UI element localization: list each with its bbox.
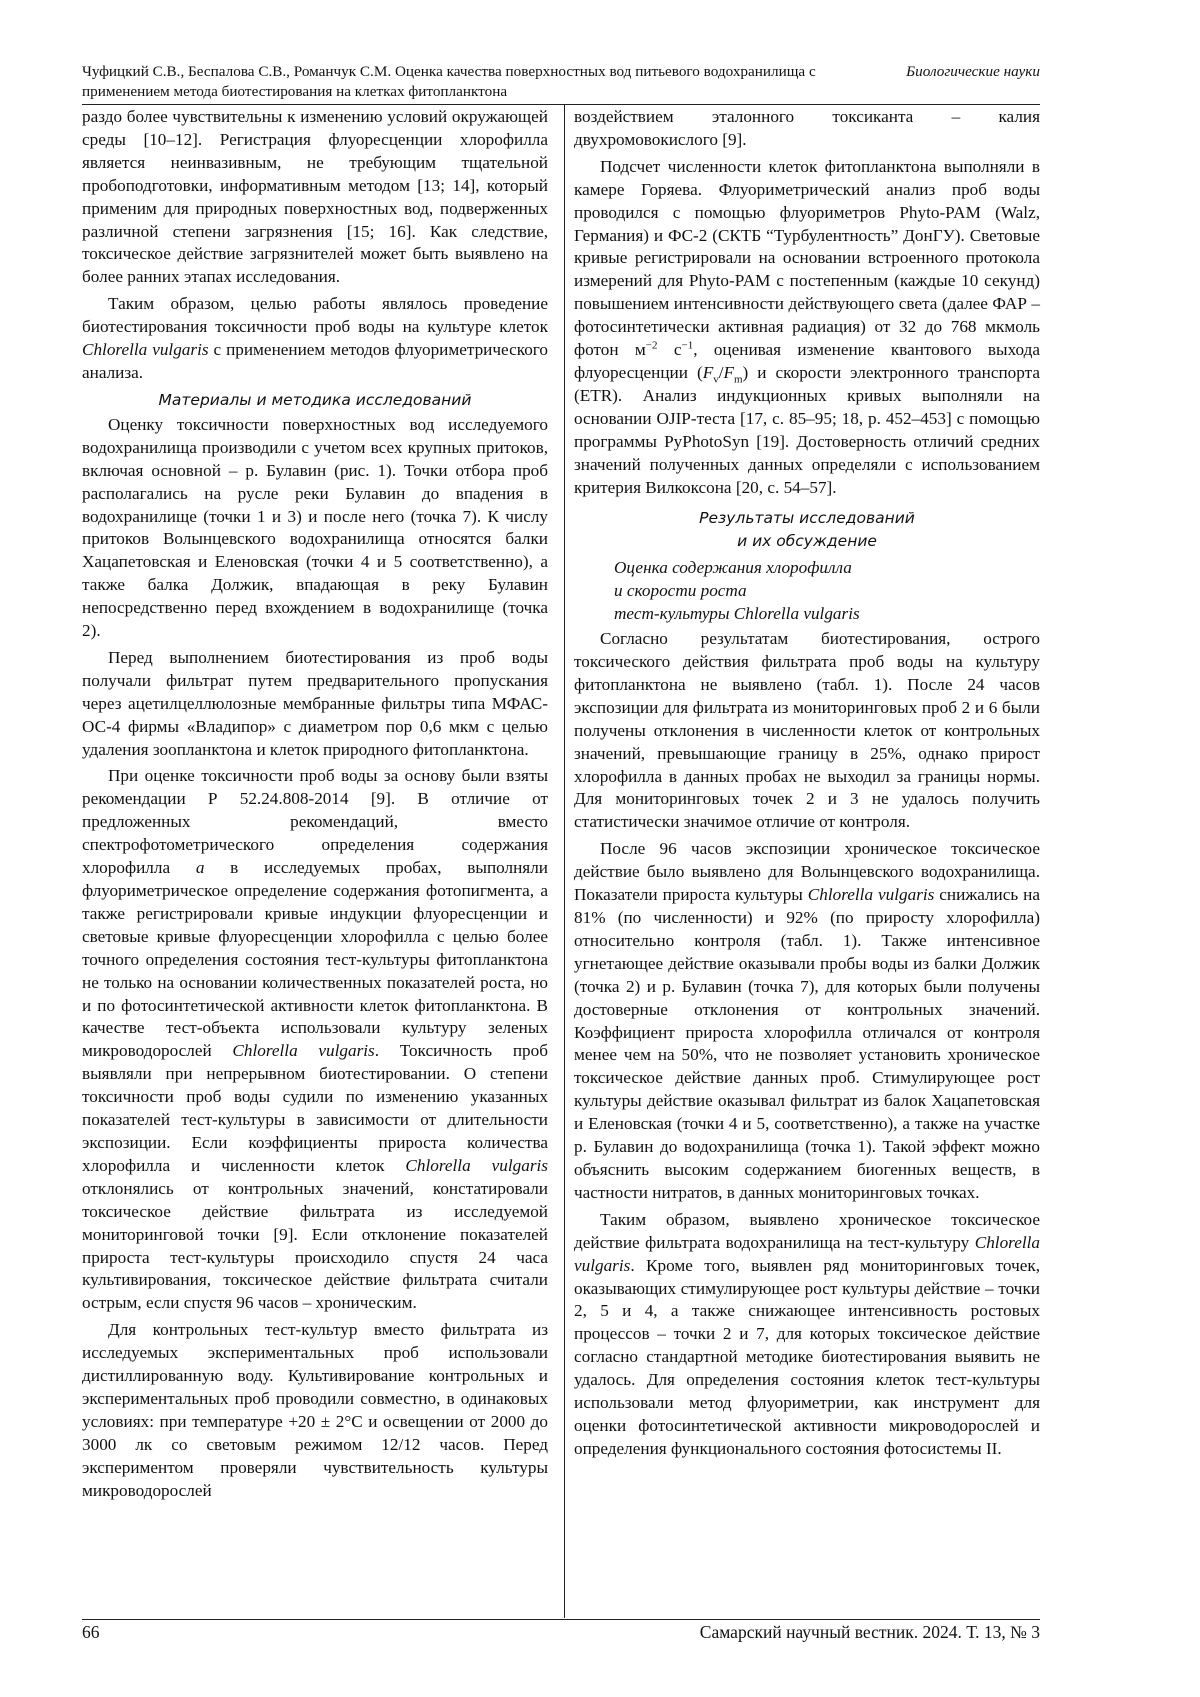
section-heading-methods: Материалы и методика исследований	[158, 390, 472, 409]
right-column	[574, 106, 1040, 1465]
paragraph: воздействием эталонного токсиканта – калия двухромовокислого [9].	[574, 107, 1040, 149]
column-divider	[564, 104, 565, 1618]
species-name: Chlorella vulgaris	[807, 885, 935, 905]
header-category: Биологические науки	[906, 63, 1040, 80]
paragraph: Перед выполнением биотестирования из проб воды получали фильтрат путем предварительного пропускания через ацетилцеллюлозные мембранные фильтры типа МФАС-ОС-4 фирмы «Владипор» с диаметром пор 0,6 мкм с целью удаления зоопланктона и клеток природного фитопланктона.	[82, 647, 548, 759]
paragraph: Таким образом, выявлено хроническое токсическое действие фильтрата водохранилища на тест-культуру Chlorella vulgaris. Кроме того, выявлен ряд мониторинговых точек, оказывающих стимулирующее рост культуры действие – точки 2, 5 и 4, а также снижающее интенсивность ростовых процессов – точки 2 и 7, для которых токсическое действие согласно стандартной методике биотестирования выявить не удалось. Для определения состояния клеток тест-культуры использовали метод флуориметрии, как инструмент для оценки фотосинтетической активности микроводорослей и определения функционального состояния фотосистемы II.	[574, 1209, 1040, 1458]
paragraph: После 96 часов экспозиции хроническое токсическое действие было выявлено для Волынцевского водохранилища. Показатели прироста культуры Chlorella vulgaris снижались на 81% (по численности) и 92% (по приросту хлорофилла) относительно контроля (табл. 1). Также интенсивное угнетающее действие оказывали пробы воды из балки Должик (точка 2) и р. Булавин (точка 7), для которых были получены достоверные отклонения от контрольных значений. Коэффициент прироста хлорофилла отличался от контроля менее чем на 50%, что не позволяет установить хроническое токсическое действие данных проб. Стимулирующее рост культуры действие оказывал фильтрат из балок Хацапетовская и Еленовская (точки 4 и 5, соответственно), а также на участке р. Булавин до водохранилища (точка 1). Такой эффект можно объяснить высоким содержанием биогенных веществ, в частности нитратов, в данных мониторинговых точках.	[574, 839, 1041, 1202]
paragraph: Таким образом, целью работы являлось проведение биотестирования токсичности проб воды на культуре клеток Chlorella vulgaris с применением методов флуориметрического анализа.	[82, 294, 548, 382]
species-name: Chlorella vulgaris	[405, 1155, 548, 1175]
paragraph: раздо более чувствительны к изменению условий окружающей среды [10–12]. Регистрация флуоресценции хлорофилла является неинвазивным, не требующим тщательной пробоподготовки, информативным методом [13; 14], который применим для природных поверхностных вод, подверженных различной степени загрязнения [15; 16]. Как следствие, токсическое действие загрязнителей может быть выявлено на более ранних этапах исследования.	[82, 107, 548, 287]
paragraph: При оценке токсичности проб воды за основу были взяты рекомендации Р 52.24.808-2014 [9]. В отличие от предложенных рекомендаций, вместо спектрофотометрического определения содержания хлорофилла a в исследуемых пробах, выполняли флуориметрическое определение содержания фотопигмента, а также регистрировали кривые индукции флуоресценции и световые кривые флуоресценции хлорофилла с целью более точного определения состояния тест-культуры фитопланктона не только на основании количественных показателей роста, но и по фотосинтетической активности клеток фитопланктона. В качестве тест-объекта использовали культуру зеленых микроводорослей Chlorella vulgaris. Токсичность проб выявляли при непрерывном биотестировании. О степени токсичности проб воды судили по изменению указанных показателей тест-культуры в зависимости от длительности экспозиции. Если коэффициенты прироста количества хлорофилла и численности клеток Chlorella vulgaris отклонялись от контрольных значений, констатировали токсическое действие фильтрата из исследуемой мониторинговой точки [9]. Если отклонение показателей прироста тест-культуры происходило спустя 24 часа культивирования, токсическое действие фильтрата считали острым, если спустя 96 часов – хроническим.	[82, 766, 548, 1313]
species-name: Chlorella vulgaris	[82, 340, 209, 360]
page-number: 66	[82, 1622, 100, 1642]
header-divider	[82, 104, 1040, 105]
header-authors-title: Чуфицкий С.В., Беспалова С.В., Романчук С.М. Оценка качества поверхностных вод питьевого водохранилища с применением метода биотестирования на клетках фитопланктона	[82, 63, 816, 100]
paragraph: Согласно результатам биотестирования, острого токсического действия фильтрата проб воды на культуру фитопланктона не выявлено (табл. 1). После 24 часов экспозиции для фильтрата из мониторинговых проб 2 и 6 были получены отклонения в численности клеток от контрольных значений, превышающие границу в 25%, однако прирост хлорофилла в данных пробах не выходил за границы нормы. Для мониторинговых точек 2 и 3 не удалось получить статистически значимое отличие от контроля.	[574, 629, 1040, 832]
footer-divider	[82, 1619, 1040, 1620]
left-column	[82, 106, 548, 1506]
running-header	[82, 62, 1040, 102]
species-name: Chlorella vulgaris	[574, 1232, 1040, 1275]
species-name: Chlorella vulgaris	[232, 1041, 375, 1061]
paragraph: Подсчет численности клеток фитопланктона выполняли в камере Горяева. Флуориметрический анализ проб воды проводился с помощью флуориметров Phyto-PAM (Walz, Германия) и ФС-2 (СКТБ “Турбулентность” ДонГУ). Световые кривые регистрировали на основании встроенного протокола измерений для Phyto-PAM с постепенным (каждые 10 секунд) повышением интенсивности действующего света (далее ФАР – фотосинтетически активная радиация) от 32 до 768 мкмоль фотон $м^{-2}$ $с^{-1}$, оценивая изменение квантового выхода флуоресценции $(F_v/F_m)$ и скорости электронного транспорта (ETR). Анализ индукционных кривых выполняли на основании OJIP-теста [17, с. 85–95; 18, p. 452–453] с помощью программы PyPhotoSyn [19]. Достоверность отличий средних значений полученных данных определяли с использованием критерия Вилкоксона [20, с. 54–57].	[574, 156, 1040, 497]
paragraph: Для контрольных тест-культур вместо фильтрата из исследуемых экспериментальных проб использовали дистиллированную воду. Культивирование контрольных и экспериментальных проб проводили совместно, в одинаковых условиях: при температуре +20 ± 2°C и освещении от 2000 до 3000 лк со световым режимом 12/12 часов. Перед экспериментом проверяли чувствительность культуры микроводорослей	[82, 1320, 548, 1500]
journal-citation: Самарский научный вестник. 2024. Т. 13, № 3	[699, 1622, 1040, 1642]
subsection-heading: Оценка содержания хлорофилла и скорости роста тест-культуры Chlorella vulgaris	[614, 558, 860, 624]
section-heading-results: Результаты исследований и их обсуждение	[699, 509, 915, 551]
paragraph: Оценку токсичности поверхностных вод исследуемого водохранилища производили с учетом всех крупных притоков, включая основной – р. Булавин (рис. 1). Точки отбора проб располагались на русле реки Булавин до впадения в водохранилище (точки 1 и 3) и после него (точка 7). К числу притоков Волынцевского водохранилища относятся балки Хацапетовская и Еленовская (точки 4 и 5 соответственно), а также балка Должик, впадающая в реку Булавин непосредственно перед вхождением в водохранилище (точка 2).	[82, 414, 548, 641]
